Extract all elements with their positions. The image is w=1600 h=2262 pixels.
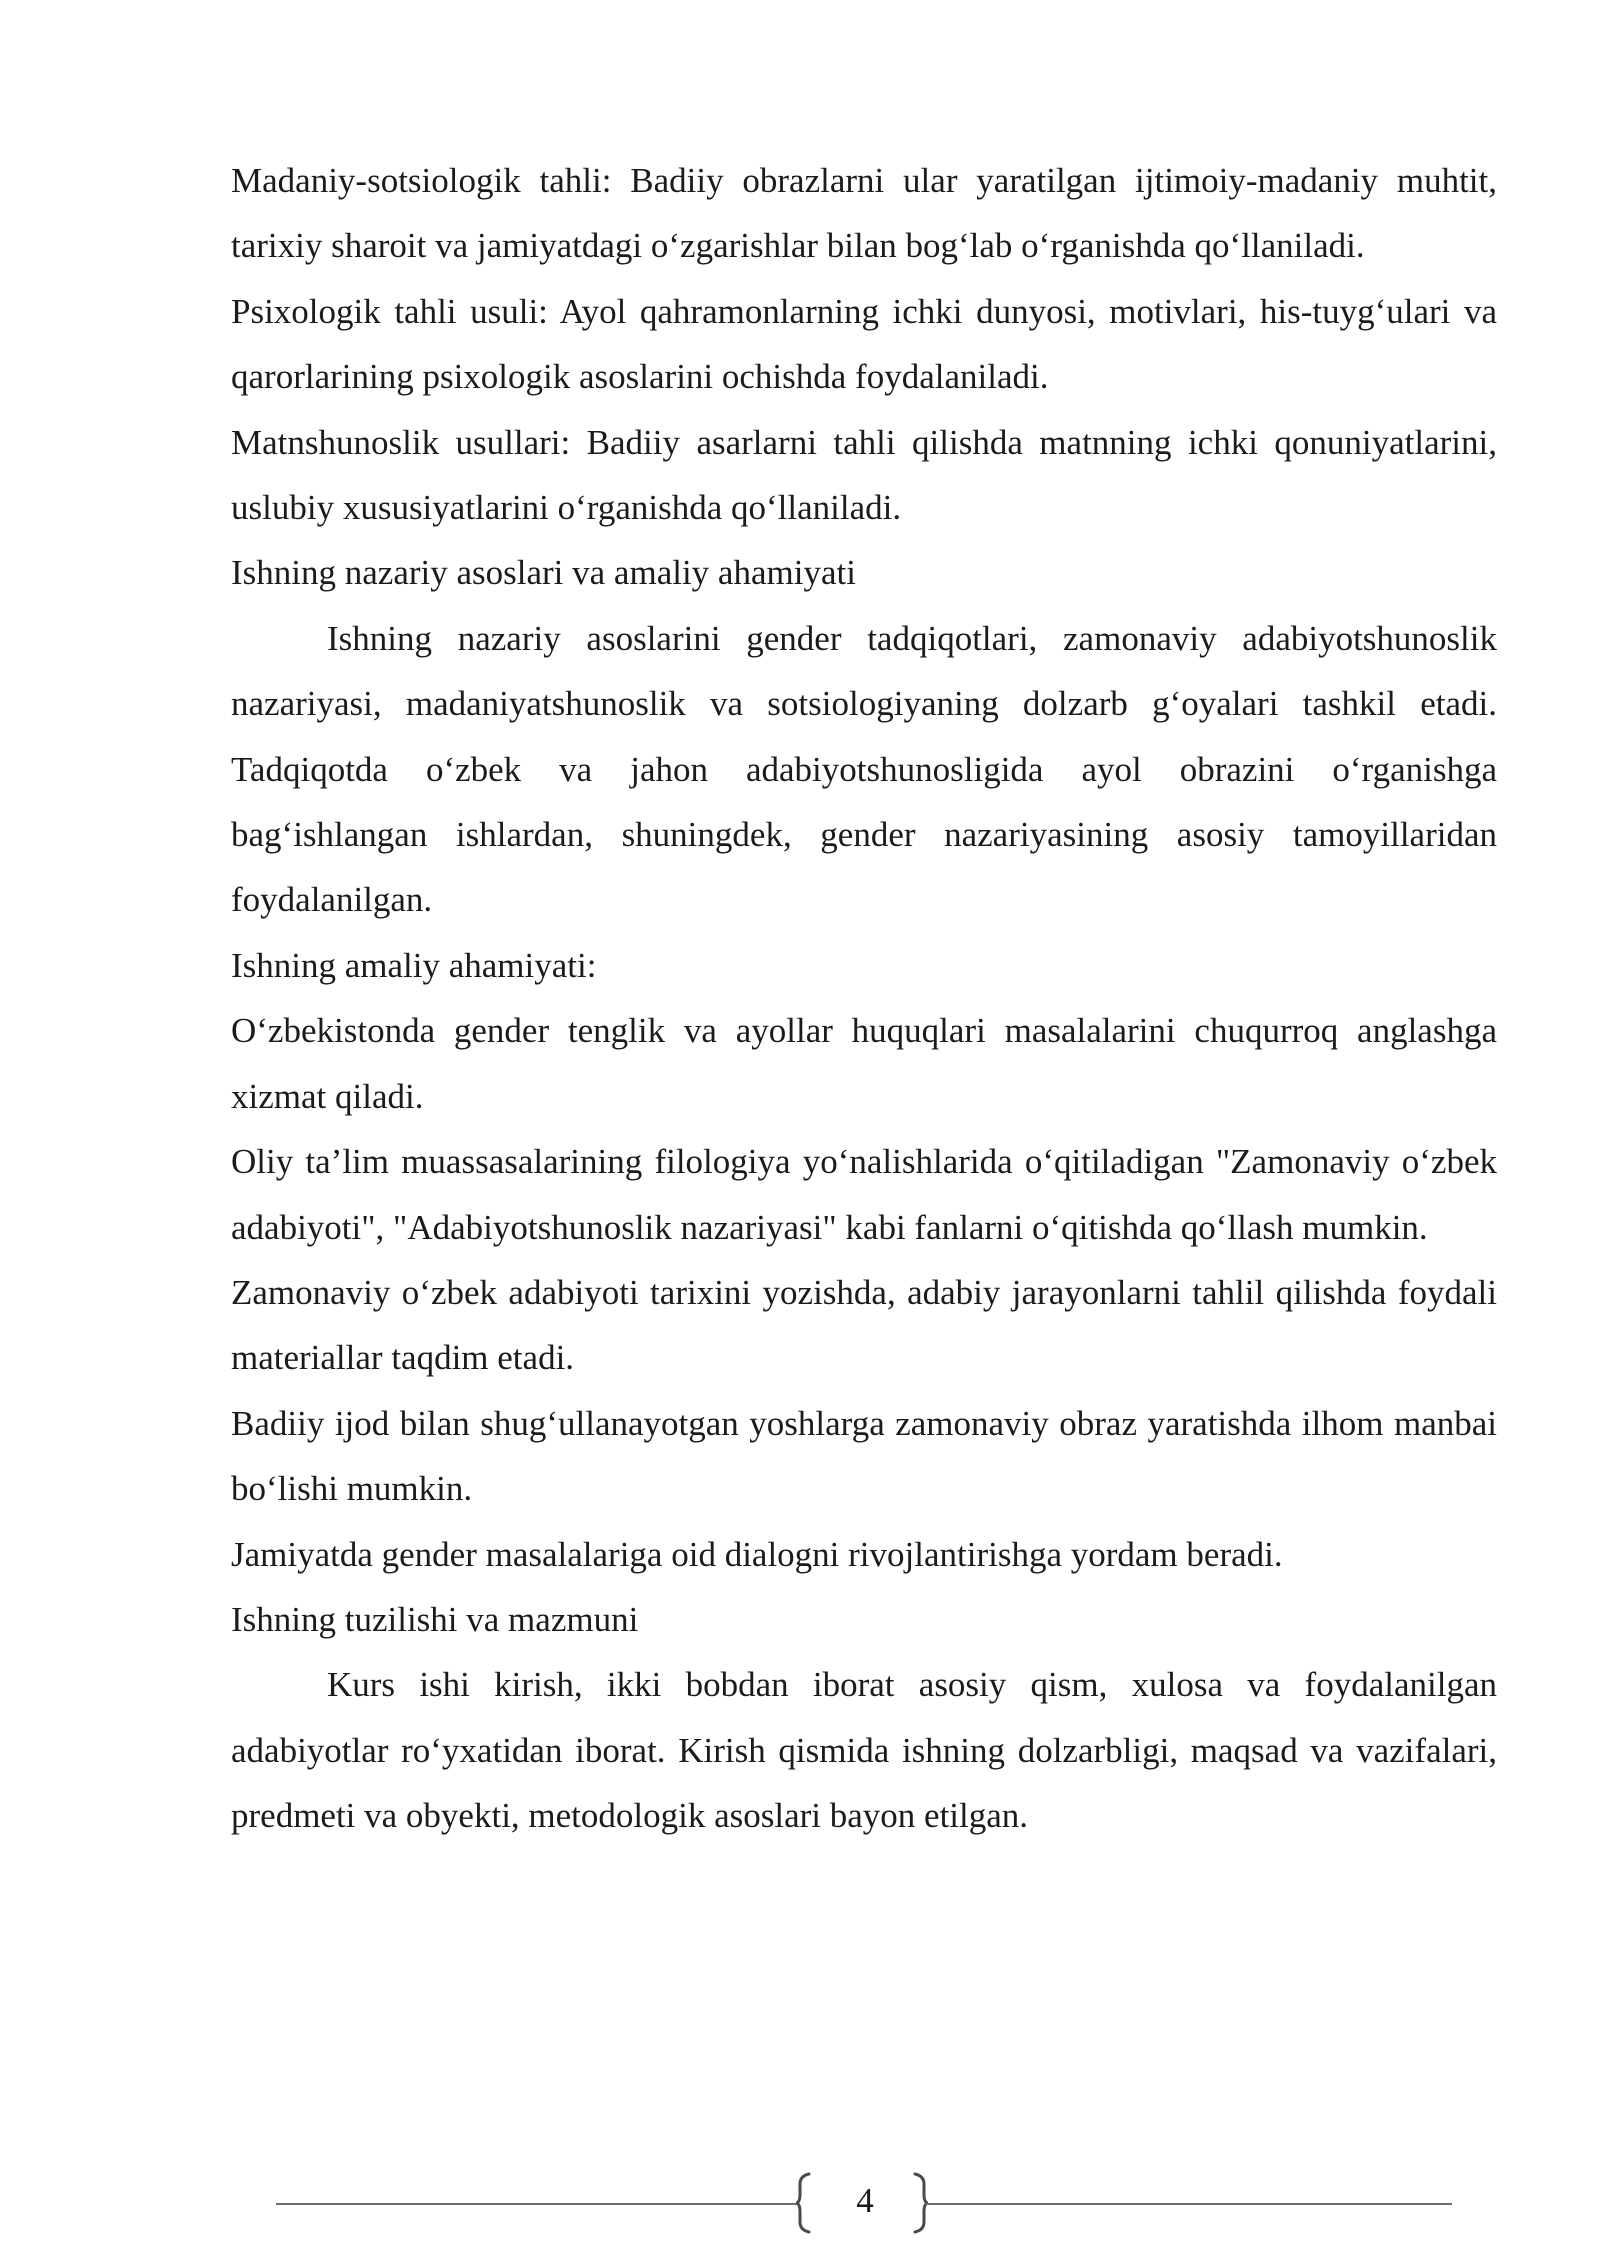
page-footer bbox=[0, 2170, 1600, 2240]
left-bracket-ornament bbox=[796, 2172, 812, 2234]
section-heading-theoretical-basis: Ishning nazariy asoslari va amaliy ahamiyati bbox=[231, 553, 856, 593]
footer-right-rule bbox=[926, 2203, 1452, 2205]
paragraph-structure: Kurs ishi kirish, ikki bobdan iborat asosiy qism, xulosa va foydalanilgan adabiyotlar ro‘yxatidan iborat. Kirish qismida ishning dolzarbligi, maqsad va vazifalari, predmeti va obyekti, metodologik asoslari bayon etilgan. bbox=[231, 1665, 1497, 1836]
list-item-young-writers: Badiiy ijod bilan shug‘ullanayotgan yoshlarga zamonaviy obraz yaratishda ilhom manbai bo‘lishi mumkin. bbox=[231, 1403, 1497, 1509]
section-heading-structure: Ishning tuzilishi va mazmuni bbox=[231, 1599, 639, 1639]
list-item-literary-history: Zamonaviy o‘zbek adabiyoti tarixini yozishda, adabiy jarayonlarni tahlil qilishda foydali materiallar taqdim etadi. bbox=[231, 1272, 1497, 1378]
list-item-gender-dialogue: Jamiyatda gender masalalariga oid dialogni rivojlantirishga yordam beradi. bbox=[231, 1534, 1283, 1574]
list-item-gender-equality: O‘zbekistonda gender tenglik va ayollar huquqlari masalalarini chuqurroq anglashga xizmat qiladi. bbox=[231, 1011, 1497, 1116]
paragraph-textual-method: Matnshunoslik usullari: Badiiy asarlarni tahli qilishda matnning ichki qonuniyatlarini, uslubiy xususiyatlarini o‘rganishda qo‘llaniladi. bbox=[231, 422, 1497, 528]
footer-left-rule bbox=[276, 2203, 798, 2205]
page-body bbox=[231, 148, 1497, 1849]
paragraph-psychological-method: Psixologik tahli usuli: Ayol qahramonlarning ichki dunyosi, motivlari, his-tuyg‘ulari va qarorlarining psixologik asoslarini ochishda foydalaniladi. bbox=[231, 291, 1497, 397]
paragraph-theoretical-basis: Ishning nazariy asoslarini gender tadqiqotlari, zamonaviy adabiyotshunoslik nazariyasi, madaniyatshunoslik va sotsiologiyaning dolzarb g‘oyalari tashkil etadi. Tadqiqotda o‘zbek va jahon adabiyotshunosligida ayol obrazini o‘rganishga bag‘ishlangan ishlardan, shuningdek, gender nazariyasining asosiy tamoyillaridan foydalanilgan. bbox=[231, 618, 1497, 920]
page-number: 4 bbox=[856, 2181, 874, 2220]
paragraph-sociocultural-method: Madaniy-sotsiologik tahli: Badiiy obrazlarni ular yaratilgan ijtimoiy-madaniy muhtit, tarixiy sharoit va jamiyatdagi o‘zgarishlar bilan bog‘lab o‘rganishda qo‘llaniladi. bbox=[231, 161, 1497, 266]
list-item-higher-education: Oliy ta’lim muassasalarining filologiya yo‘nalishlarida o‘qitiladigan "Zamonaviy o‘zbek adabiyoti", "Adabiyotshunoslik nazariyasi" kabi fanlarni o‘qitishda qo‘llash mumkin. bbox=[231, 1142, 1497, 1247]
section-heading-practical-significance: Ishning amaliy ahamiyati: bbox=[231, 945, 597, 985]
